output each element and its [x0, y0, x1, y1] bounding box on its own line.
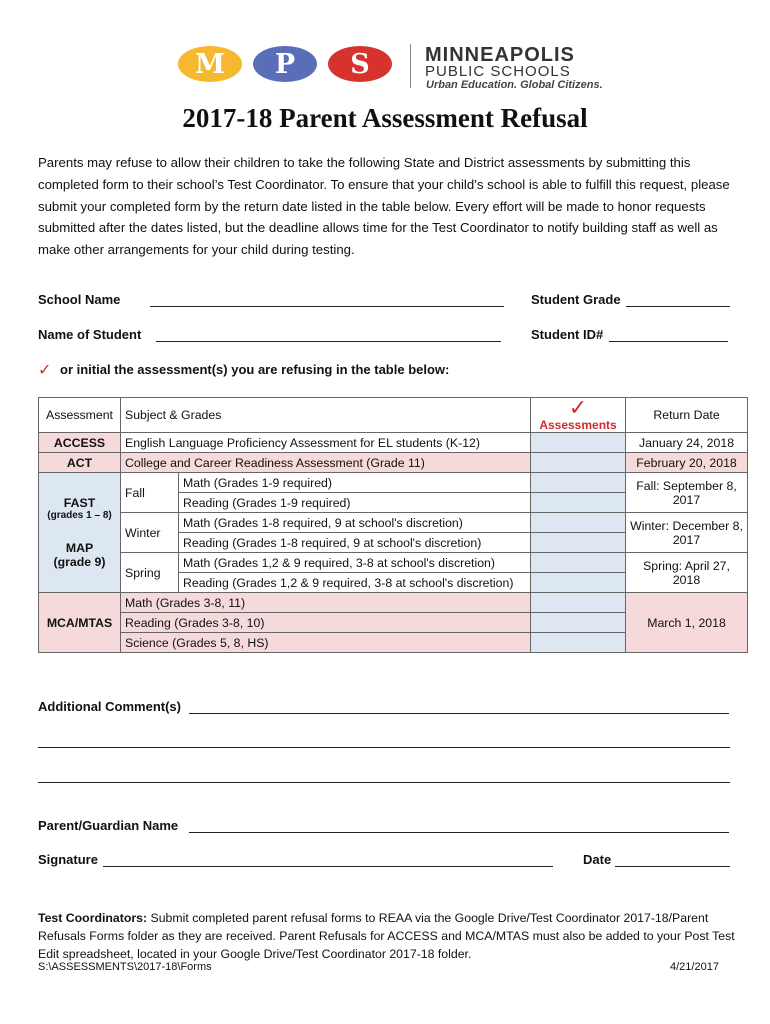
- logo-district-name: MINNEAPOLIS: [425, 44, 575, 66]
- spring-math-check-box[interactable]: [531, 553, 626, 573]
- page-title: 2017-18 Parent Assessment Refusal: [182, 103, 588, 133]
- mca-math-check-box[interactable]: [531, 593, 626, 613]
- spring-reading-check-box[interactable]: [531, 573, 626, 593]
- signature-field[interactable]: [103, 866, 553, 867]
- signature-label: Signature: [38, 852, 98, 867]
- logo-divider: [410, 44, 411, 88]
- footer-note: [38, 909, 750, 963]
- fall-math-check-box[interactable]: [531, 473, 626, 493]
- comments-field-line-2[interactable]: [38, 747, 730, 748]
- mca-name: MCA/MTAS: [39, 593, 121, 653]
- act-subject: College and Career Readiness Assessment (Grade 11): [121, 453, 531, 473]
- access-return-date: January 24, 2018: [626, 433, 748, 453]
- act-check-box[interactable]: [531, 453, 626, 473]
- mca-return-date: March 1, 2018: [626, 593, 748, 653]
- winter-reading: Reading (Grades 1-8 required, 9 at school's discretion): [179, 533, 531, 553]
- header-assessment: Assessment: [39, 398, 121, 433]
- mca-science: Science (Grades 5, 8, HS): [121, 633, 531, 653]
- fall-reading: Reading (Grades 1-9 required): [179, 493, 531, 513]
- map-name: MAP: [65, 541, 94, 555]
- guardian-name-label: Parent/Guardian Name: [38, 818, 179, 833]
- student-name-field[interactable]: [156, 341, 501, 342]
- comments-label: Additional Comment(s): [38, 699, 181, 714]
- mca-reading: Reading (Grades 3-8, 10): [121, 613, 531, 633]
- date-field[interactable]: [615, 866, 730, 867]
- winter-return-date: Winter: December 8, 2017: [626, 513, 748, 553]
- logo-m-oval: [178, 46, 242, 82]
- table-row-fall-math: [39, 473, 748, 493]
- spring-season: Spring: [121, 553, 179, 593]
- winter-math: Math (Grades 1-8 required, 9 at school's discretion): [179, 513, 531, 533]
- winter-reading-check-box[interactable]: [531, 533, 626, 553]
- school-name-label: School Name: [38, 292, 121, 307]
- student-id-field[interactable]: [609, 341, 728, 342]
- logo-p-oval: [253, 46, 317, 82]
- spring-math: Math (Grades 1,2 & 9 required, 3-8 at school's discretion): [179, 553, 531, 573]
- table-row-access: [39, 433, 748, 453]
- logo-letter-s: S: [350, 49, 370, 80]
- header-checkmark-icon: ✓: [568, 395, 588, 420]
- access-check-box[interactable]: [531, 433, 626, 453]
- comments-field-line-1[interactable]: [189, 713, 729, 714]
- fast-name: FAST: [63, 496, 96, 510]
- revision-date: 4/21/2017: [670, 961, 719, 973]
- fast-map-cell: [39, 473, 121, 593]
- logo-public-schools: PUBLIC SCHOOLS: [425, 63, 571, 80]
- student-grade-field[interactable]: [626, 306, 730, 307]
- spring-return-date: Spring: April 27, 2018: [626, 553, 748, 593]
- table-row-mca-math: [39, 593, 748, 613]
- header-subject: Subject & Grades: [121, 398, 531, 433]
- mca-math: Math (Grades 3-8, 11): [121, 593, 531, 613]
- mca-reading-check-box[interactable]: [531, 613, 626, 633]
- winter-season: Winter: [121, 513, 179, 553]
- act-return-date: February 20, 2018: [626, 453, 748, 473]
- date-label: Date: [583, 852, 612, 867]
- access-name: ACCESS: [39, 433, 121, 453]
- school-name-field[interactable]: [150, 306, 504, 307]
- footer-note-text: Submit completed parent refusal forms to REAA via the Google Drive/Test Coordinator 2017-18/Parent Refusals Forms folder as they are received. Parent Refusals for ACCESS and MCA/MTAS must also be added to your Post Test Edit spreadsheet, located in your Google Drive/Test Coordinator 2017-18 folder.: [38, 911, 735, 961]
- logo-s-oval: [328, 46, 392, 82]
- spring-reading: Reading (Grades 1,2 & 9 required, 3-8 at school's discretion): [179, 573, 531, 593]
- file-path: S:\ASSESSMENTS\2017-18\Forms: [38, 961, 212, 973]
- assessment-table: [38, 397, 748, 653]
- instruction-text: or initial the assessment(s) you are refusing in the table below:: [60, 362, 450, 377]
- logo-tagline: Urban Education. Global Citizens.: [426, 79, 603, 91]
- table-row-winter-math: [39, 513, 748, 533]
- act-name: ACT: [39, 453, 121, 473]
- fall-return-date: Fall: September 8, 2017: [626, 473, 748, 513]
- fast-grades: (grades 1 – 8): [47, 510, 112, 521]
- checkmark-icon: ✓: [38, 362, 52, 379]
- table-header-row: [39, 398, 748, 433]
- fall-math: Math (Grades 1-9 required): [179, 473, 531, 493]
- header-check: [531, 395, 626, 433]
- winter-math-check-box[interactable]: [531, 513, 626, 533]
- logo-letter-m: M: [195, 49, 225, 80]
- footer-note-bold: Test Coordinators:: [38, 911, 148, 925]
- fall-reading-check-box[interactable]: [531, 493, 626, 513]
- intro-paragraph: Parents may refuse to allow their children to take the following State and District assessments by submitting this completed form to their school’s Test Coordinator. To ensure that your child’s school is able to fulfill this request, please submit your completed form by the return date listed in the table below. Every effort will be made to honor requests submitted after the dates listed, but the deadline allows time for the Test Coordinator to notify building staff as well as make other arrangements for your child during testing.: [38, 155, 730, 258]
- table-row-spring-math: [39, 553, 748, 573]
- student-id-label: Student ID#: [531, 327, 604, 342]
- map-grades: (grade 9): [53, 555, 106, 569]
- table-row-act: [39, 453, 748, 473]
- student-name-label: Name of Student: [38, 327, 142, 342]
- header-check-label: Assessments: [539, 418, 617, 432]
- comments-field-line-3[interactable]: [38, 782, 730, 783]
- guardian-name-field[interactable]: [189, 832, 729, 833]
- mca-science-check-box[interactable]: [531, 633, 626, 653]
- fall-season: Fall: [121, 473, 179, 513]
- logo-letter-p: P: [274, 49, 296, 80]
- student-grade-label: Student Grade: [531, 292, 621, 307]
- access-subject: English Language Proficiency Assessment for EL students (K-12): [121, 433, 531, 453]
- header-return-date: Return Date: [626, 398, 748, 433]
